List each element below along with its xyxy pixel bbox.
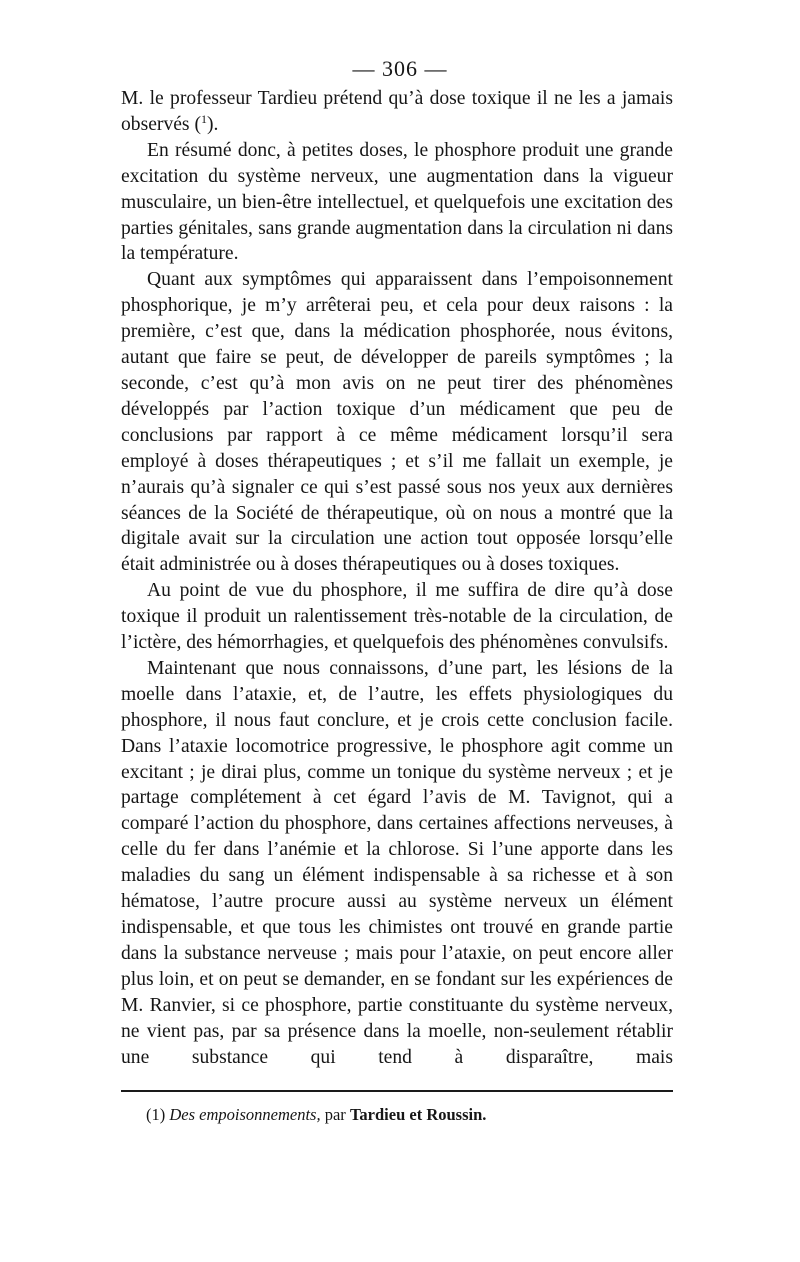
footnote-title: Des empoisonnements, xyxy=(169,1105,321,1124)
body-text xyxy=(121,86,673,1070)
footnote-authors: Tardieu et Roussin. xyxy=(349,1105,487,1124)
paragraph-resume: En résumé donc, à petites doses, le phosphore produit une grande excitation du système nerveux, une augmentation dans la vigueur musculaire, un bien-être intellectuel, et quelquefois une excitation des parties génitales, sans grande augmentation dans la circulation ni dans la température. xyxy=(121,139,673,265)
paragraph-phosphore-toxique: Au point de vue du phosphore, il me suffira de dire qu’à dose toxique il produit un ralentissement très-notable de la circulation, de l’ictère, des hémorrhagies, et quelquefois des phénomènes convulsifs. xyxy=(121,580,673,654)
paragraph-symptomes: Quant aux symptômes qui apparaissent dans l’empoisonnement phosphorique, je m’y arrêterai peu, et cela pour deux raisons : la première, c’est que, dans la médication phosphorée, nous évitons, autant que faire se peut, de développer de pareils symptômes ; la seconde, c’est qu’à mon avis on ne peut tirer des phénomènes développés par l’action toxique d’un médicament que peu de conclusions par rapport à ce même médicament lorsqu’il sera employé à doses thérapeutiques ; et s’il me fallait un exemple, je n’aurais qu’à signaler ce qui s’est passé sous nos yeux aux dernières séances de la Société de thérapeutique, où on nous a montré que la digitale avait sur la circulation une action tout opposée lorsqu’elle était administrée ou à doses thérapeutiques ou à doses toxiques. xyxy=(121,269,673,576)
paragraph-conclusion: Maintenant que nous connaissons, d’une part, les lésions de la moelle dans l’ataxie, et, de l’autre, les effets physiologiques du phosphore, il nous faut conclure, et je crois cette conclusion facile. Dans l’ataxie locomotrice progressive, le phosphore agit comme un excitant ; je dirai plus, comme un tonique du système nerveux ; et je partage complétement à cet égard l’avis de M. Tavignot, qui a comparé l’action du phosphore, dans certaines affections nerveuses, à celle du fer dans l’anémie et la chlorose. Si l’une apporte dans les maladies du sang un élément indispensable à sa richesse et à son hématose, l’autre procure aussi au système nerveux un élément indispensable, et que tous les chimistes ont trouvé en grande partie dans la substance nerveuse ; mais pour l’ataxie, on peut encore aller plus loin, et on peut se demander, en se fondant sur les expériences de M. Ranvier, si ce phosphore, partie constituante du système nerveux, ne vient pas, par sa présence dans la moelle, non-seulement rétablir une substance qui tend à disparaître, mais xyxy=(121,657,673,1068)
page-number: — 306 — xyxy=(352,56,448,81)
footnote-connector: par xyxy=(324,1105,346,1124)
paragraph-tardieu xyxy=(121,86,673,138)
paragraph-text: M. le professeur Tardieu prétend qu’à dose toxique il ne les a jamais observés ( xyxy=(121,88,673,135)
footnote-marker: (1) xyxy=(146,1105,166,1124)
footnote xyxy=(146,1104,673,1126)
footnote-reference: 1 xyxy=(200,111,207,126)
paragraph-text: ). xyxy=(206,113,219,135)
footnote-divider xyxy=(121,1090,673,1092)
